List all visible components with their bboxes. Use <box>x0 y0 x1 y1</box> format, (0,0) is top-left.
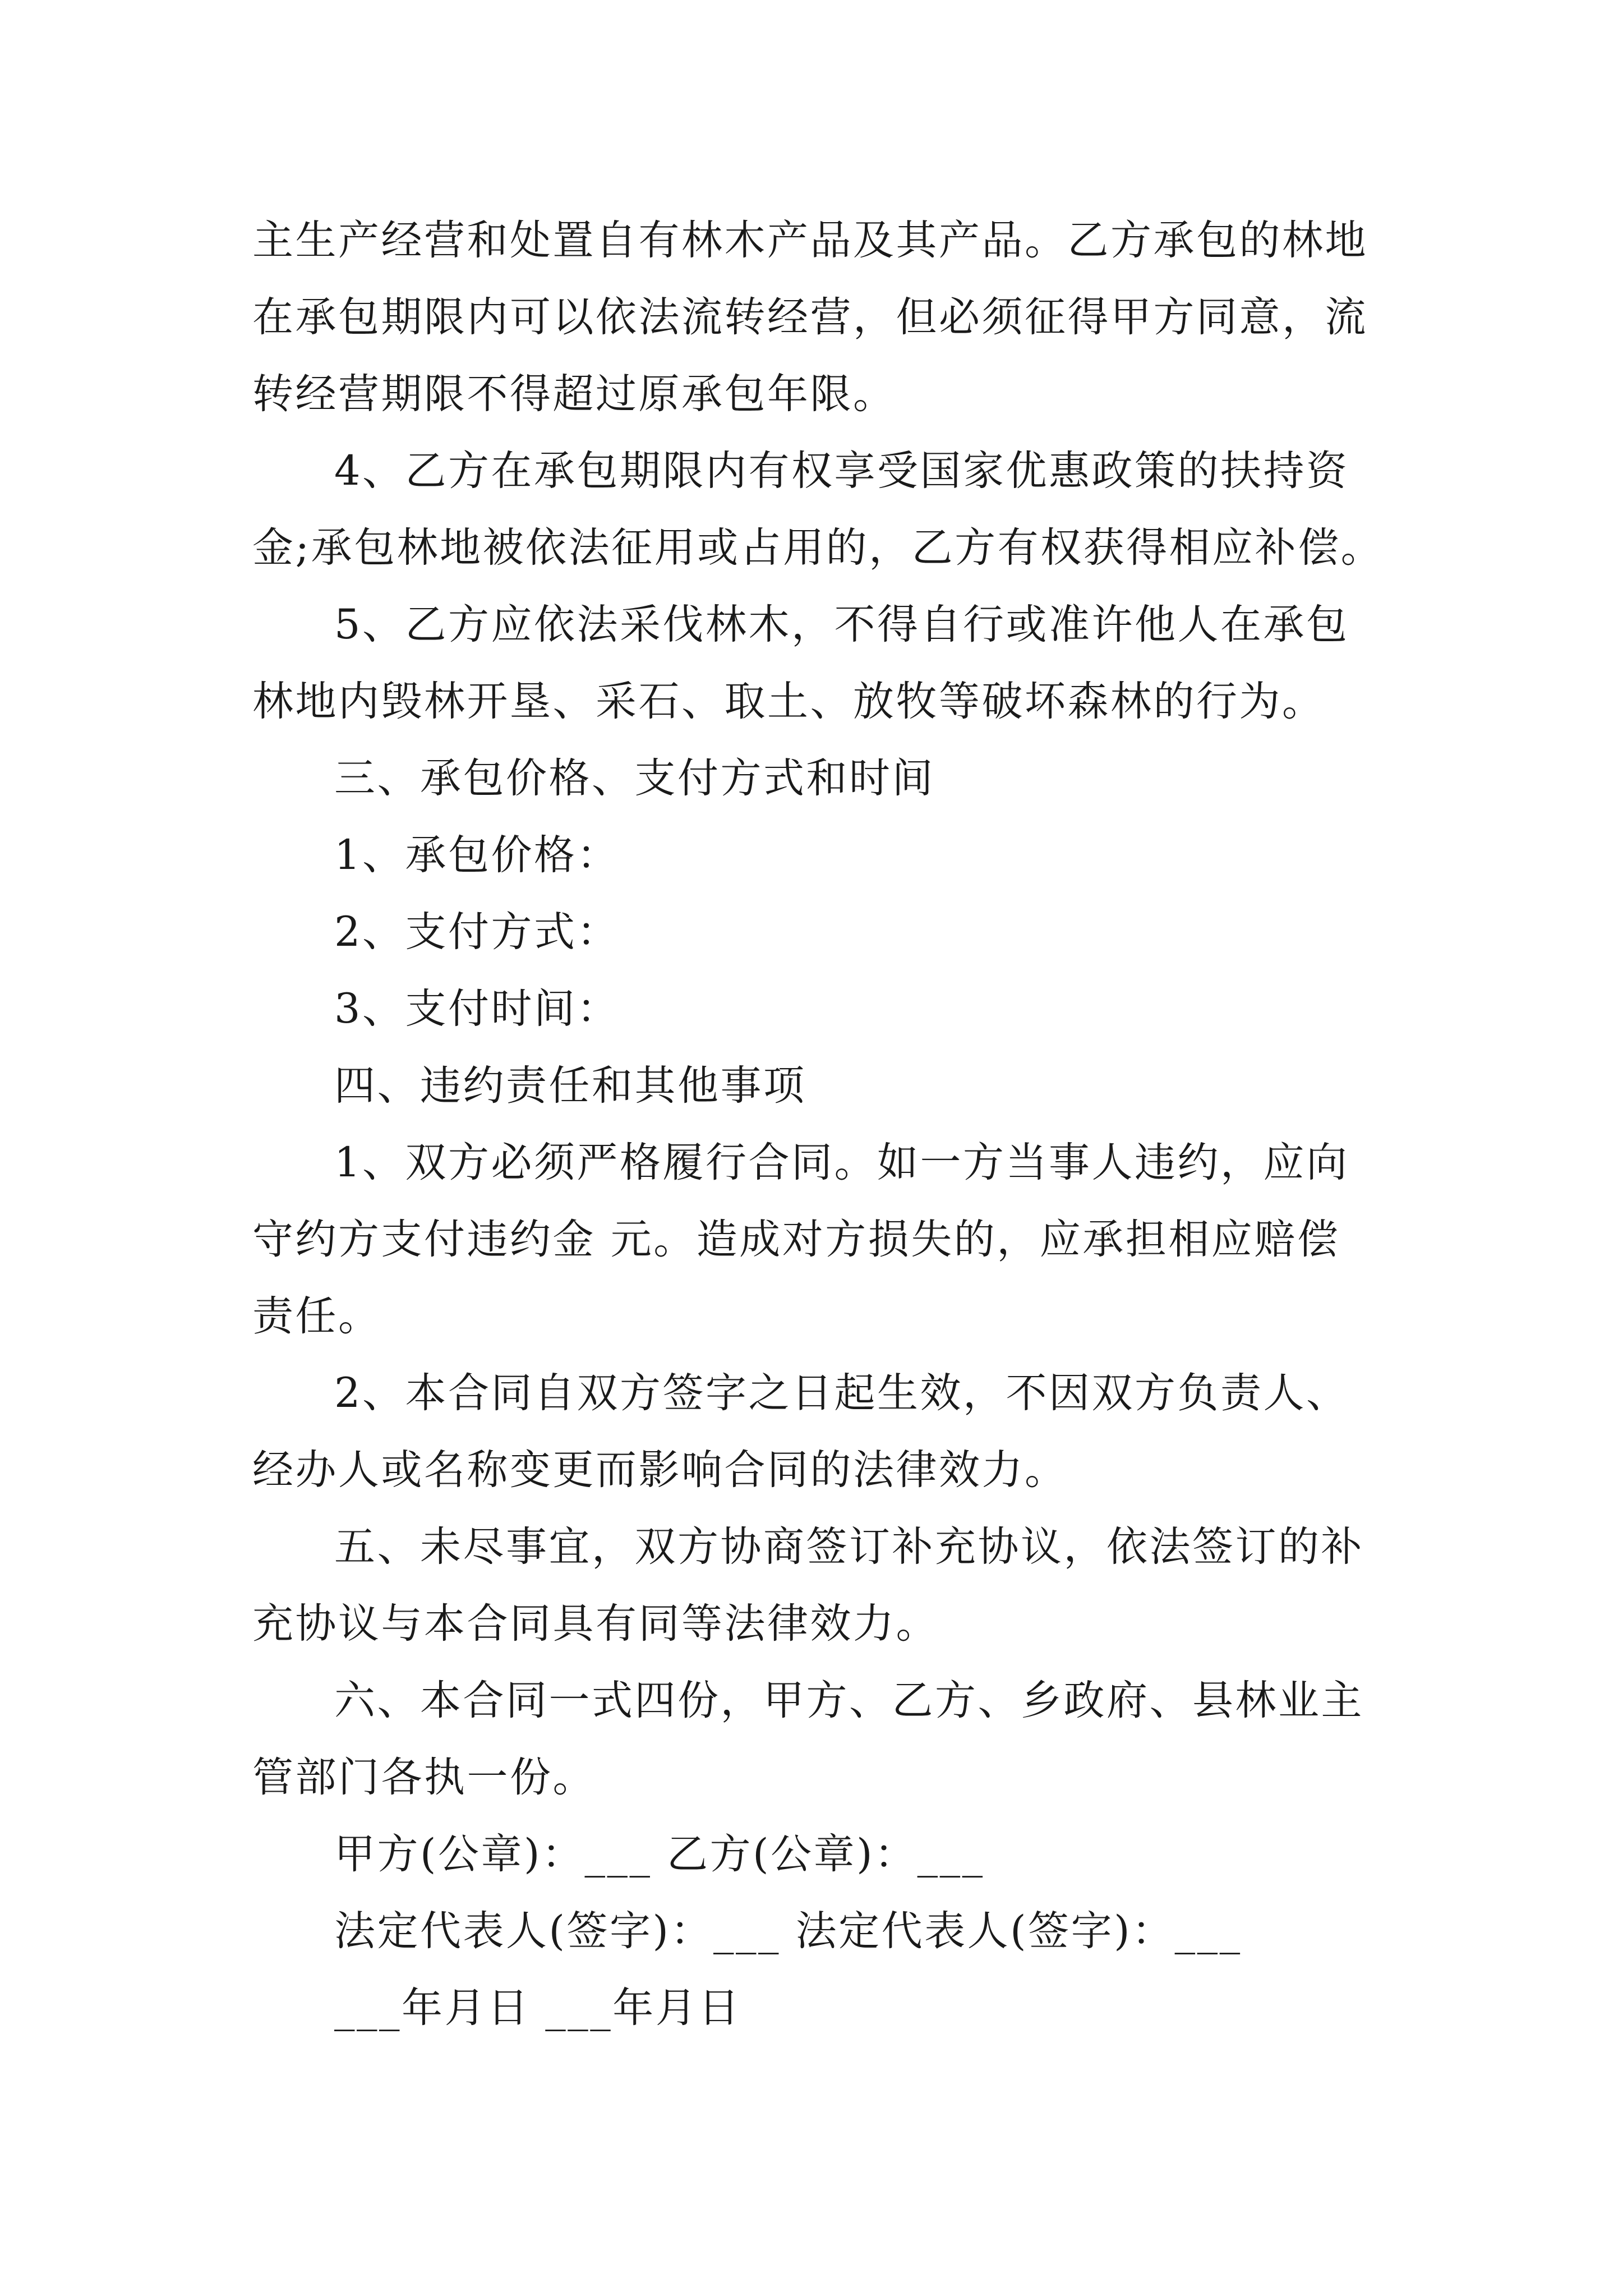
section-heading-3: 三、承包价格、支付方式和时间 <box>334 754 935 802</box>
seal-line: 甲方(公章)：___ 乙方(公章)：___ <box>334 1830 985 1878</box>
text-line: 充协议与本合同具有同等法律效力。 <box>252 1600 939 1648</box>
section-heading-4: 四、违约责任和其他事项 <box>334 1062 806 1110</box>
payment-method-field: 2、支付方式： <box>334 908 620 956</box>
clause-5: 5、乙方应依法采伐林木，不得自行或准许他人在承包 <box>334 601 1349 648</box>
clause-4: 4、乙方在承包期限内有权享受国家优惠政策的扶持资 <box>334 447 1349 495</box>
date-line: ___年月日 ___年月日 <box>334 1984 741 2032</box>
text-line: 在承包期限内可以依法流转经营，但必须征得甲方同意，流 <box>252 293 1368 341</box>
section-heading-6: 六、本合同一式四份，甲方、乙方、乡政府、县林业主 <box>334 1677 1364 1724</box>
text-line: 主生产经营和处置自有林木产品及其产品。乙方承包的林地 <box>252 217 1368 264</box>
text-line: 林地内毁林开垦、采石、取土、放牧等破坏森林的行为。 <box>252 678 1325 725</box>
text-line: 守约方支付违约金 元。造成对方损失的，应承担相应赔偿 <box>252 1216 1340 1263</box>
signature-line: 法定代表人(签字)：___ 法定代表人(签字)：___ <box>334 1907 1242 1955</box>
text-line: 转经营期限不得超过原承包年限。 <box>252 370 896 418</box>
payment-time-field: 3、支付时间： <box>334 985 620 1033</box>
price-field: 1、承包价格： <box>334 831 620 879</box>
text-line: 金;承包林地被依法征用或占用的，乙方有权获得相应补偿。 <box>252 524 1384 572</box>
section-heading-5: 五、未尽事宜，双方协商签订补充协议，依法签订的补 <box>334 1523 1364 1571</box>
breach-clause-2: 2、本合同自双方签字之日起生效，不因双方负责人、 <box>334 1369 1349 1417</box>
text-line: 经办人或名称变更而影响合同的法律效力。 <box>252 1446 1068 1494</box>
breach-clause-1: 1、双方必须严格履行合同。如一方当事人违约，应向 <box>334 1139 1349 1186</box>
text-line: 管部门各执一份。 <box>252 1754 596 1801</box>
text-line: 责任。 <box>252 1292 381 1340</box>
contract-body <box>252 202 1384 2046</box>
